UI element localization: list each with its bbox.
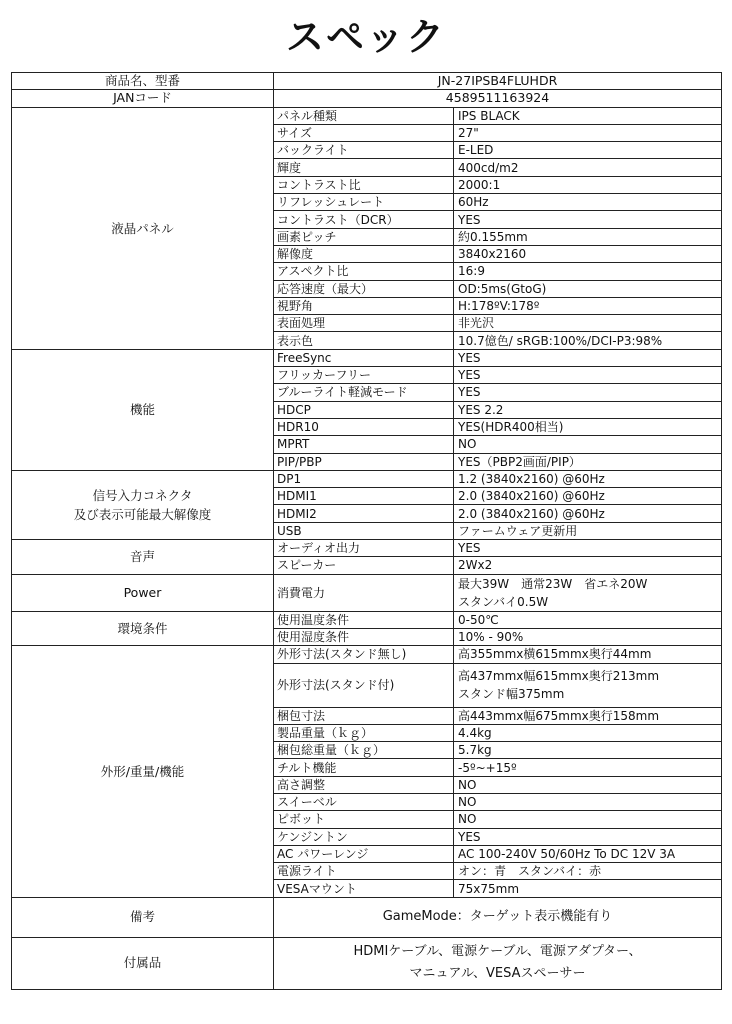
- spec-label: DP1: [274, 470, 454, 487]
- spec-label: HDMI2: [274, 505, 454, 522]
- spec-value: YES: [454, 540, 722, 557]
- accessories-value: HDMIケーブル、電源ケーブル、電源アダプター、 マニュアル、VESAスペーサー: [274, 937, 722, 989]
- spec-value: 約0.155mm: [454, 228, 722, 245]
- spec-value: 4.4kg: [454, 724, 722, 741]
- spec-label: リフレッシュレート: [274, 194, 454, 211]
- spec-row: [12, 107, 722, 124]
- spec-label: 解像度: [274, 245, 454, 262]
- section-category: 液晶パネル: [12, 107, 274, 349]
- spec-label: PIP/PBP: [274, 453, 454, 470]
- spec-label: コントラスト（DCR）: [274, 211, 454, 228]
- spec-value: E-LED: [454, 142, 722, 159]
- spec-label: VESAマウント: [274, 880, 454, 897]
- section-category: 音声: [12, 540, 274, 575]
- spec-value: 最大39W 通常23W 省エネ20W スタンバイ0.5W: [454, 574, 722, 611]
- spec-row: [12, 90, 722, 107]
- spec-value: YES: [454, 384, 722, 401]
- notes-value: GameMode：ターゲット表示機能有り: [274, 897, 722, 937]
- spec-label: HDCP: [274, 401, 454, 418]
- accessories-row: [12, 937, 722, 989]
- spec-value: AC 100-240V 50/60Hz To DC 12V 3A: [454, 845, 722, 862]
- spec-value: YES 2.2: [454, 401, 722, 418]
- spec-label: ピボット: [274, 811, 454, 828]
- spec-label: USB: [274, 522, 454, 539]
- spec-row: [12, 611, 722, 628]
- spec-value: NO: [454, 793, 722, 810]
- spec-value: 27": [454, 124, 722, 141]
- spec-row: [12, 470, 722, 487]
- spec-value: 2.0 (3840x2160) @60Hz: [454, 505, 722, 522]
- spec-value: 2Wx2: [454, 557, 722, 574]
- spec-row: [12, 574, 722, 611]
- spec-label: HDR10: [274, 418, 454, 435]
- accessories-label: 付属品: [12, 937, 274, 989]
- spec-label: 表示色: [274, 332, 454, 349]
- spec-value: 0-50℃: [454, 611, 722, 628]
- spec-value: 高355mmx横615mmx奥行44mm: [454, 646, 722, 663]
- spec-label: 外形寸法(スタンド付): [274, 663, 454, 707]
- spec-value: 10.7億色/ sRGB:100%/DCI-P3:98%: [454, 332, 722, 349]
- notes-label: 備考: [12, 897, 274, 937]
- spec-label: アスペクト比: [274, 263, 454, 280]
- spec-label: 電源ライト: [274, 863, 454, 880]
- section-category: Power: [12, 574, 274, 611]
- spec-value: 2000:1: [454, 176, 722, 193]
- spec-value: NO: [454, 436, 722, 453]
- spec-label: コントラスト比: [274, 176, 454, 193]
- spec-value: NO: [454, 776, 722, 793]
- spec-value: 10% - 90%: [454, 628, 722, 645]
- spec-value: YES: [454, 349, 722, 366]
- spec-label: 高さ調整: [274, 776, 454, 793]
- spec-row: [12, 349, 722, 366]
- spec-value: JN-27IPSB4FLUHDR: [274, 73, 722, 90]
- page-title: スペック: [285, 15, 446, 59]
- spec-value: 16:9: [454, 263, 722, 280]
- spec-label: スイーベル: [274, 793, 454, 810]
- spec-label: 応答速度（最大）: [274, 280, 454, 297]
- spec-value: 4589511163924: [274, 90, 722, 107]
- spec-value: YES: [454, 211, 722, 228]
- spec-label: HDMI1: [274, 488, 454, 505]
- spec-label: 消費電力: [274, 574, 454, 611]
- spec-value: 高443mmx幅675mmx奥行158mm: [454, 707, 722, 724]
- spec-label: オーディオ出力: [274, 540, 454, 557]
- spec-label: 梱包寸法: [274, 707, 454, 724]
- spec-label: パネル種類: [274, 107, 454, 124]
- spec-value: 5.7kg: [454, 742, 722, 759]
- spec-label: ブルーライト軽減モード: [274, 384, 454, 401]
- spec-value: 3840x2160: [454, 245, 722, 262]
- section-category: 外形/重量/機能: [12, 646, 274, 898]
- spec-value: 2.0 (3840x2160) @60Hz: [454, 488, 722, 505]
- spec-label: FreeSync: [274, 349, 454, 366]
- spec-row: [12, 646, 722, 663]
- spec-label: フリッカーフリー: [274, 367, 454, 384]
- spec-value: 75x75mm: [454, 880, 722, 897]
- section-category: 信号入力コネクタ 及び表示可能最大解像度: [12, 470, 274, 539]
- spec-label: MPRT: [274, 436, 454, 453]
- section-category: 機能: [12, 349, 274, 470]
- spec-label: JANコード: [12, 90, 274, 107]
- notes-row: [12, 897, 722, 937]
- spec-value: -5º~+15º: [454, 759, 722, 776]
- spec-label: 外形寸法(スタンド無し): [274, 646, 454, 663]
- spec-value: YES: [454, 367, 722, 384]
- spec-row: [12, 73, 722, 90]
- section-category: 環境条件: [12, 611, 274, 646]
- spec-label: ケンジントン: [274, 828, 454, 845]
- spec-value: 400cd/m2: [454, 159, 722, 176]
- spec-row: [12, 540, 722, 557]
- spec-label: 視野角: [274, 297, 454, 314]
- spec-value: YES: [454, 828, 722, 845]
- spec-value: ファームウェア更新用: [454, 522, 722, 539]
- spec-value: 非光沢: [454, 315, 722, 332]
- spec-label: 製品重量（ｋｇ）: [274, 724, 454, 741]
- spec-value: 高437mmx幅615mmx奥行213mm スタンド幅375mm: [454, 663, 722, 707]
- spec-label: バックライト: [274, 142, 454, 159]
- spec-value: OD:5ms(GtoG): [454, 280, 722, 297]
- spec-value: H:178ºV:178º: [454, 297, 722, 314]
- spec-label: 使用湿度条件: [274, 628, 454, 645]
- spec-value: 1.2 (3840x2160) @60Hz: [454, 470, 722, 487]
- spec-label: AC パワーレンジ: [274, 845, 454, 862]
- spec-label: 使用温度条件: [274, 611, 454, 628]
- spec-value: 60Hz: [454, 194, 722, 211]
- spec-label: 表面処理: [274, 315, 454, 332]
- spec-value: YES(HDR400相当): [454, 418, 722, 435]
- spec-value: YES（PBP2画面/PIP）: [454, 453, 722, 470]
- spec-table: [11, 72, 722, 990]
- spec-value: オン：青 スタンバイ：赤: [454, 863, 722, 880]
- spec-value: NO: [454, 811, 722, 828]
- spec-label: チルト機能: [274, 759, 454, 776]
- spec-label: サイズ: [274, 124, 454, 141]
- spec-label: 画素ピッチ: [274, 228, 454, 245]
- spec-value: IPS BLACK: [454, 107, 722, 124]
- spec-label: 梱包総重量（ｋｇ）: [274, 742, 454, 759]
- spec-label: 輝度: [274, 159, 454, 176]
- spec-label: 商品名、型番: [12, 73, 274, 90]
- spec-label: スピーカー: [274, 557, 454, 574]
